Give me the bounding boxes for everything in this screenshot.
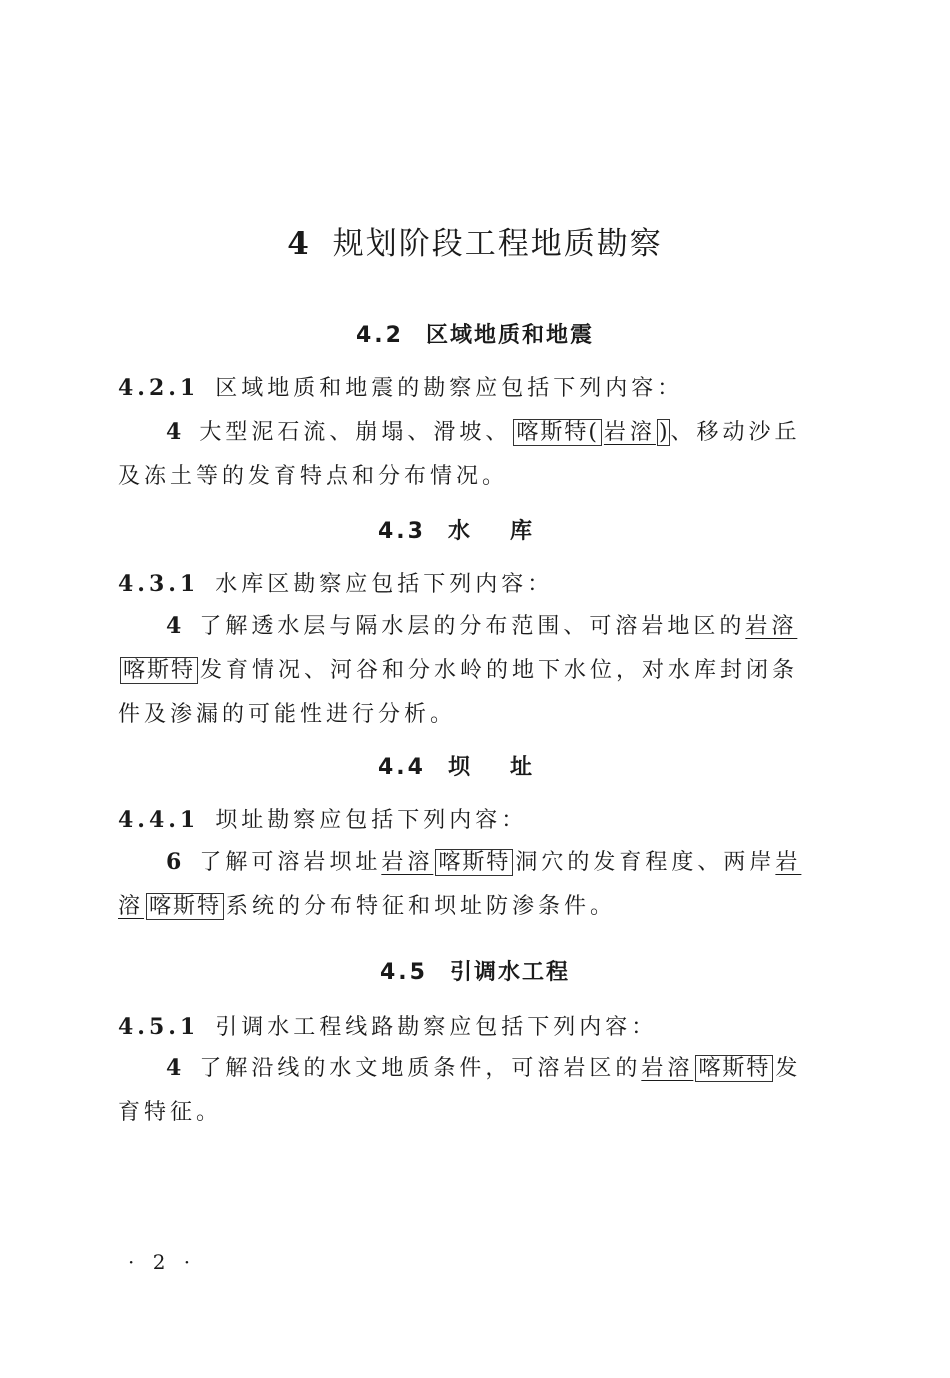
inserted-term: 岩溶: [118, 850, 802, 919]
item-text: 了解透水层与隔水层的分布范围、可溶岩地区的: [199, 614, 746, 639]
section-number: 4.5: [380, 960, 428, 985]
section-title: 区域地质和地震: [425, 323, 594, 348]
section-heading-4-4: [0, 750, 950, 781]
section-heading-4-5: [0, 955, 950, 986]
clause-text: 水库区勘察应包括下列内容：: [215, 572, 554, 597]
item-paragraph: [118, 1046, 822, 1135]
item-text: 大型泥石流、崩塌、滑坡、: [199, 420, 512, 445]
inserted-term: 岩溶: [745, 614, 798, 639]
item-number: 4: [166, 613, 186, 639]
section-number: 4.4: [378, 755, 426, 780]
section-heading-4-3: [0, 514, 950, 545]
page-number: · 2 ·: [128, 1250, 197, 1274]
inserted-term: 岩溶: [641, 1056, 694, 1081]
deleted-term-box: 喀斯特: [146, 893, 224, 920]
clause-number: 4.5.1: [118, 1014, 200, 1040]
item-text: 洞穴的发育程度、两岸: [515, 850, 776, 875]
clause-text: 区域地质和地震的勘察应包括下列内容：: [215, 376, 684, 401]
clause-number: 4.2.1: [118, 375, 200, 401]
item-paragraph: [118, 604, 822, 737]
chapter-title: 规划阶段工程地质勘察: [332, 226, 663, 262]
item-number: 4: [166, 1055, 186, 1081]
inserted-term: 岩溶: [381, 850, 434, 875]
section-heading-4-2: [0, 318, 950, 349]
deleted-term-box: 喀斯特: [435, 849, 513, 876]
clause-number: 4.3.1: [118, 571, 200, 597]
deleted-term-box: 喀斯特: [695, 1055, 773, 1082]
item-text: 发育情况、河谷和分水岭的地下水位，对水库封闭条件及渗漏的可能性进行分析。: [118, 658, 799, 727]
item-paragraph: [118, 840, 822, 929]
clause-number: 4.4.1: [118, 807, 200, 833]
item-text: 了解可溶岩坝址: [199, 850, 382, 875]
item-paragraph: [118, 410, 822, 499]
section-title: 引调水工程: [449, 960, 570, 985]
chapter-heading: [0, 218, 950, 263]
deleted-term-box: 喀斯特(: [513, 419, 602, 446]
clause-4-4-1: [118, 798, 822, 843]
clause-4-2-1: [118, 366, 822, 411]
item-text: 、移动沙丘及冻土等的发育特点和分布情况。: [118, 420, 801, 489]
section-title: 坝址: [447, 755, 572, 780]
item-number: 6: [166, 849, 186, 875]
clause-text: 引调水工程线路勘察应包括下列内容：: [215, 1015, 658, 1040]
section-title: 水库: [447, 519, 572, 544]
clause-4-5-1: [118, 1005, 822, 1050]
deleted-term-box: 喀斯特: [120, 657, 198, 684]
clause-text: 坝址勘察应包括下列内容：: [215, 808, 528, 833]
item-text: 了解沿线的水文地质条件，可溶岩区的: [199, 1056, 642, 1081]
deleted-term-box: ): [658, 420, 668, 445]
chapter-number: 4: [287, 226, 311, 262]
item-number: 4: [166, 419, 186, 445]
item-text: 系统的分布特征和坝址防渗条件。: [226, 894, 617, 919]
clause-4-3-1: [118, 562, 822, 607]
section-number: 4.2: [356, 323, 404, 348]
item-text: 发育特征。: [118, 1056, 802, 1125]
section-number: 4.3: [378, 519, 426, 544]
inserted-term: 岩溶: [603, 420, 656, 445]
